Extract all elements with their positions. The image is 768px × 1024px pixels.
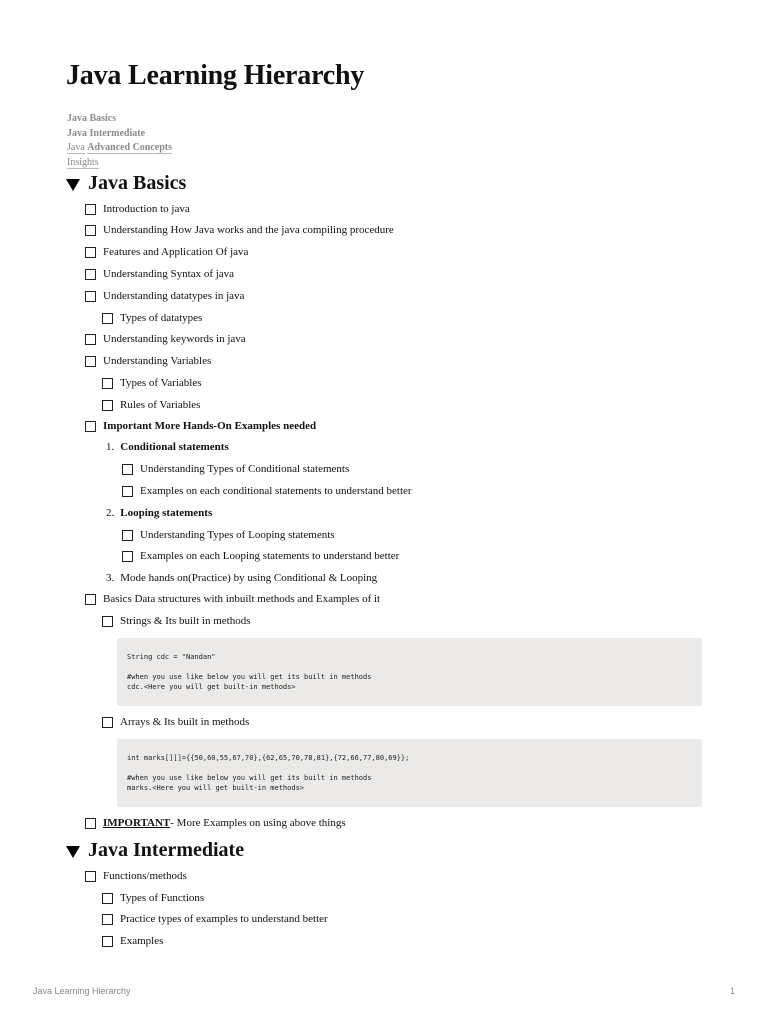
todo-label: Understanding datatypes in java [103,290,245,302]
checkbox[interactable] [102,313,113,324]
todo-label: Practice types of examples to understand better [120,913,328,925]
toggle-triangle-icon [66,846,80,858]
todo-label: Understanding Syntax of java [103,268,235,280]
todo-item [122,463,349,475]
section-toggle-java-intermediate[interactable] [66,839,244,862]
todo-item [102,399,200,411]
todo-label: Functions/methods [103,870,187,882]
numbered-label: Conditional statements [120,441,229,453]
numbered-item [106,507,212,519]
checkbox[interactable] [102,616,113,627]
todo-item [85,817,346,829]
todo-item [122,529,335,541]
todo-label: - More Examples on using above things [170,817,346,829]
toc-link-java-basics[interactable]: Java Basics [67,113,117,124]
todo-item [85,355,211,367]
toc-insights-label: Insights [67,156,99,168]
todo-item [85,290,244,302]
page-number: 1 [730,986,736,996]
section-heading-java-basics: Java Basics [88,172,187,194]
list-number: 3. [106,572,115,584]
todo-label: Introduction to java [103,203,190,215]
list-number: 2. [106,507,115,519]
todo-item [102,935,163,947]
toc-advanced-prefix: Java [67,142,85,153]
toc-link-insights[interactable] [67,156,172,171]
todo-label: Arrays & Its built in methods [120,716,250,728]
todo-label: Understanding Variables [103,355,212,367]
todo-label: Understanding How Java works and the java compiling procedure [103,224,394,236]
toc-advanced-rest: Advanced Concepts [87,142,173,153]
todo-item [85,224,394,236]
numbered-item [106,572,377,584]
list-number: 1. [106,441,115,453]
checkbox[interactable] [102,400,113,411]
todo-item [102,615,250,627]
checkbox[interactable] [122,464,133,475]
checkbox[interactable] [85,291,96,302]
checkbox[interactable] [85,269,96,280]
todo-label: Types of Variables [120,377,202,389]
checkbox[interactable] [122,530,133,541]
checkbox[interactable] [85,356,96,367]
checkbox[interactable] [102,936,113,947]
todo-item [85,870,187,882]
todo-item [102,716,249,728]
section-toggle-java-basics[interactable] [66,172,186,195]
checkbox[interactable] [85,204,96,215]
checkbox[interactable] [85,225,96,236]
table-of-contents [67,112,172,170]
todo-item [102,377,202,389]
todo-label: Examples on each conditional statements to understand better [140,485,412,497]
todo-label: Examples on each Looping statements to understand better [140,550,400,562]
todo-label: Understanding Types of Looping statements [140,529,335,541]
todo-label: Types of Functions [120,892,205,904]
todo-label: Strings & Its built in methods [120,615,251,627]
todo-item [102,312,202,324]
numbered-label: Looping statements [120,507,213,519]
todo-label: Basics Data structures with inbuilt methods and Examples of it [103,593,381,605]
todo-label: Understanding keywords in java [103,333,246,345]
code-block-arrays: int marks[][]={{50,60,55,67,70},{62,65,70,78,81},{72,66,77,80,69}}; #when you use like below you will get its built in methods marks.<Here you will get built-in methods> [117,739,702,807]
section-heading-java-intermediate: Java Intermediate [88,839,245,861]
code-block-strings: String cdc = "Nandan" #when you use like below you will get its built in methods cdc.<Here you will get built-in methods> [117,638,702,706]
checkbox[interactable] [102,914,113,925]
checkbox[interactable] [85,247,96,258]
checkbox[interactable] [85,421,96,432]
toc-link-java-intermediate[interactable]: Java Intermediate [67,127,146,139]
todo-item [122,550,399,562]
todo-item [85,246,248,258]
footer-title: Java Learning Hierarchy [33,986,131,996]
todo-label: Understanding Types of Conditional statements [140,463,350,475]
checkbox[interactable] [122,551,133,562]
checkbox[interactable] [102,717,113,728]
numbered-label: Mode hands on(Practice) by using Conditional & Looping [120,572,378,584]
todo-item [85,420,316,432]
checkbox[interactable] [102,378,113,389]
important-label: IMPORTANT [103,817,171,829]
checkbox[interactable] [85,871,96,882]
checkbox[interactable] [85,818,96,829]
todo-item [85,203,190,215]
todo-item [102,913,328,925]
todo-item [122,485,412,497]
numbered-item [106,441,229,453]
todo-item [102,892,204,904]
checkbox[interactable] [102,893,113,904]
toggle-triangle-icon [66,179,80,191]
todo-label: Examples [120,935,164,947]
todo-label: Types of datatypes [120,312,203,324]
checkbox[interactable] [122,486,133,497]
checkbox[interactable] [85,594,96,605]
todo-item [85,333,246,345]
toc-link-java-advanced[interactable] [67,141,172,156]
page-title: Java Learning Hierarchy [66,60,365,91]
todo-label: Features and Application Of java [103,246,249,258]
todo-label: Important More Hands-On Examples needed [103,420,317,432]
todo-item [85,593,380,605]
todo-label: Rules of Variables [120,399,201,411]
checkbox[interactable] [85,334,96,345]
todo-item [85,268,234,280]
